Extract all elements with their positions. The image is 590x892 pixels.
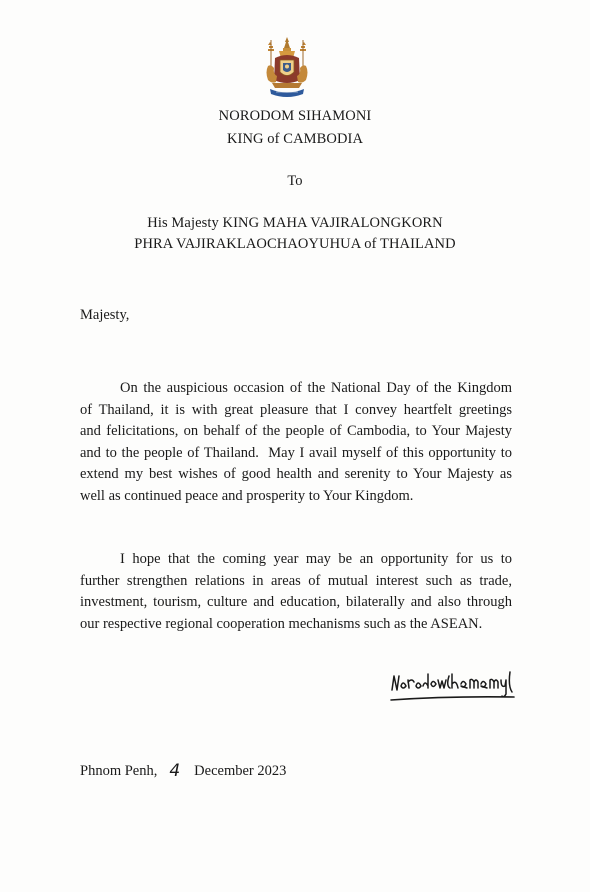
paragraph-line: and to the people of Thailand. May I avail myself of this opportunity to: [80, 444, 512, 461]
handwritten-signature-icon: [388, 666, 528, 706]
closing-date-line: [80, 760, 286, 780]
sender-name: NORODOM SIHAMONI: [218, 108, 372, 124]
paragraph-line: further strengthen relations in areas of mutual interest such as trade,: [80, 572, 512, 589]
paragraph-line: On the auspicious occasion of the National Day of the Kingdom: [120, 380, 512, 396]
closing-month-year: December 2023: [194, 763, 287, 779]
recipient-line-1: His Majesty KING MAHA VAJIRALONGKORN: [147, 215, 443, 231]
recipient-line-2: PHRA VAJIRAKLAOCHAOYUHUA of THAILAND: [134, 236, 456, 252]
paragraph-line: and felicitations, on behalf of the people of Cambodia, to Your Majesty: [80, 423, 512, 440]
paragraph-2: [80, 549, 512, 635]
paragraph-line: I hope that the coming year may be an opportunity for us to: [120, 551, 512, 567]
paragraph-line: investment, tourism, culture and education, bilaterally and also through: [80, 594, 512, 611]
sender-title: KING of CAMBODIA: [226, 131, 364, 147]
closing-place: Phnom Penh,: [80, 763, 158, 779]
salutation: Majesty,: [80, 307, 130, 323]
paragraph-line: our respective regional cooperation mechanisms such as the ASEAN.: [80, 615, 483, 632]
royal-arms-of-cambodia-icon: [262, 36, 312, 100]
paragraph-line: of Thailand, it is with great pleasure that I convey heartfelt greetings: [80, 401, 512, 418]
paragraph-line: well as continued peace and prosperity to Your Kingdom.: [80, 487, 414, 504]
paragraph-1: [80, 378, 512, 508]
closing-day: 4: [169, 761, 181, 781]
to-label: To: [287, 173, 303, 189]
paragraph-line: extend my best wishes of good health and serenity to Your Majesty as: [80, 466, 512, 483]
